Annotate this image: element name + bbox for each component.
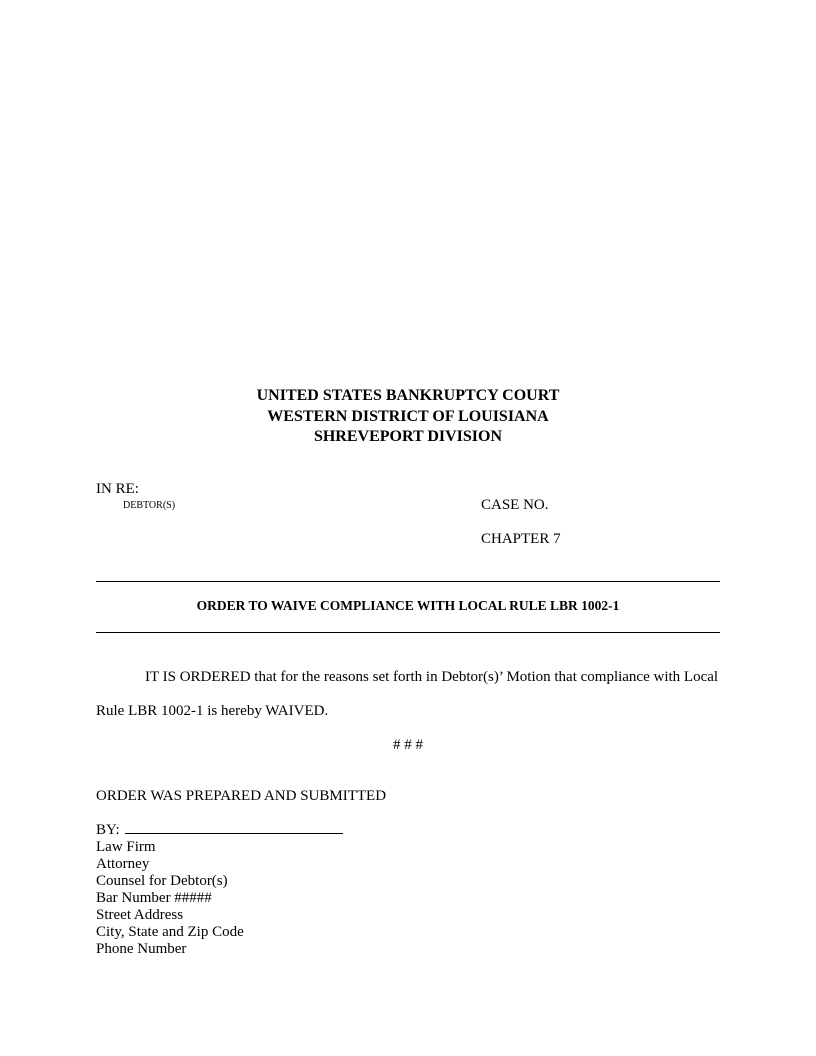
counsel-role: Counsel for Debtor(s) bbox=[96, 873, 228, 889]
attorney-info-block bbox=[96, 839, 244, 958]
court-district: WESTERN DISTRICT OF LOUISIANA bbox=[267, 407, 549, 425]
court-division: SHREVEPORT DIVISION bbox=[313, 428, 503, 445]
phone-number: Phone Number bbox=[96, 941, 187, 957]
case-number-label: CASE NO. bbox=[481, 497, 549, 513]
in-re-label: IN RE: bbox=[96, 481, 139, 497]
law-firm: Law Firm bbox=[96, 839, 156, 855]
bottom-divider bbox=[96, 632, 720, 633]
order-body-line-2: Rule LBR 1002-1 is hereby WAIVED. bbox=[96, 703, 329, 719]
signature-row bbox=[96, 822, 343, 839]
street-address: Street Address bbox=[96, 907, 184, 923]
order-body-line-1: IT IS ORDERED that for the reasons set forth in Debtor(s)’ Motion that compliance with Local bbox=[145, 669, 719, 685]
prepared-by-statement: ORDER WAS PREPARED AND SUBMITTED bbox=[96, 788, 387, 804]
attorney-name: Attorney bbox=[96, 856, 150, 872]
top-divider bbox=[96, 581, 720, 582]
order-title: ORDER TO WAIVE COMPLIANCE WITH LOCAL RULE LBR 1002-1 bbox=[196, 598, 620, 613]
court-name: UNITED STATES BANKRUPTCY COURT bbox=[256, 387, 560, 404]
chapter-label: CHAPTER 7 bbox=[481, 531, 561, 547]
city-state-zip: City, State and Zip Code bbox=[96, 924, 244, 940]
by-label: BY: bbox=[96, 822, 120, 838]
court-heading bbox=[0, 386, 816, 448]
end-of-order-mark: # # # bbox=[393, 737, 423, 753]
debtor-label: DEBTOR(S) bbox=[123, 500, 176, 511]
signature-line bbox=[125, 833, 343, 834]
bar-number: Bar Number ##### bbox=[96, 890, 212, 906]
